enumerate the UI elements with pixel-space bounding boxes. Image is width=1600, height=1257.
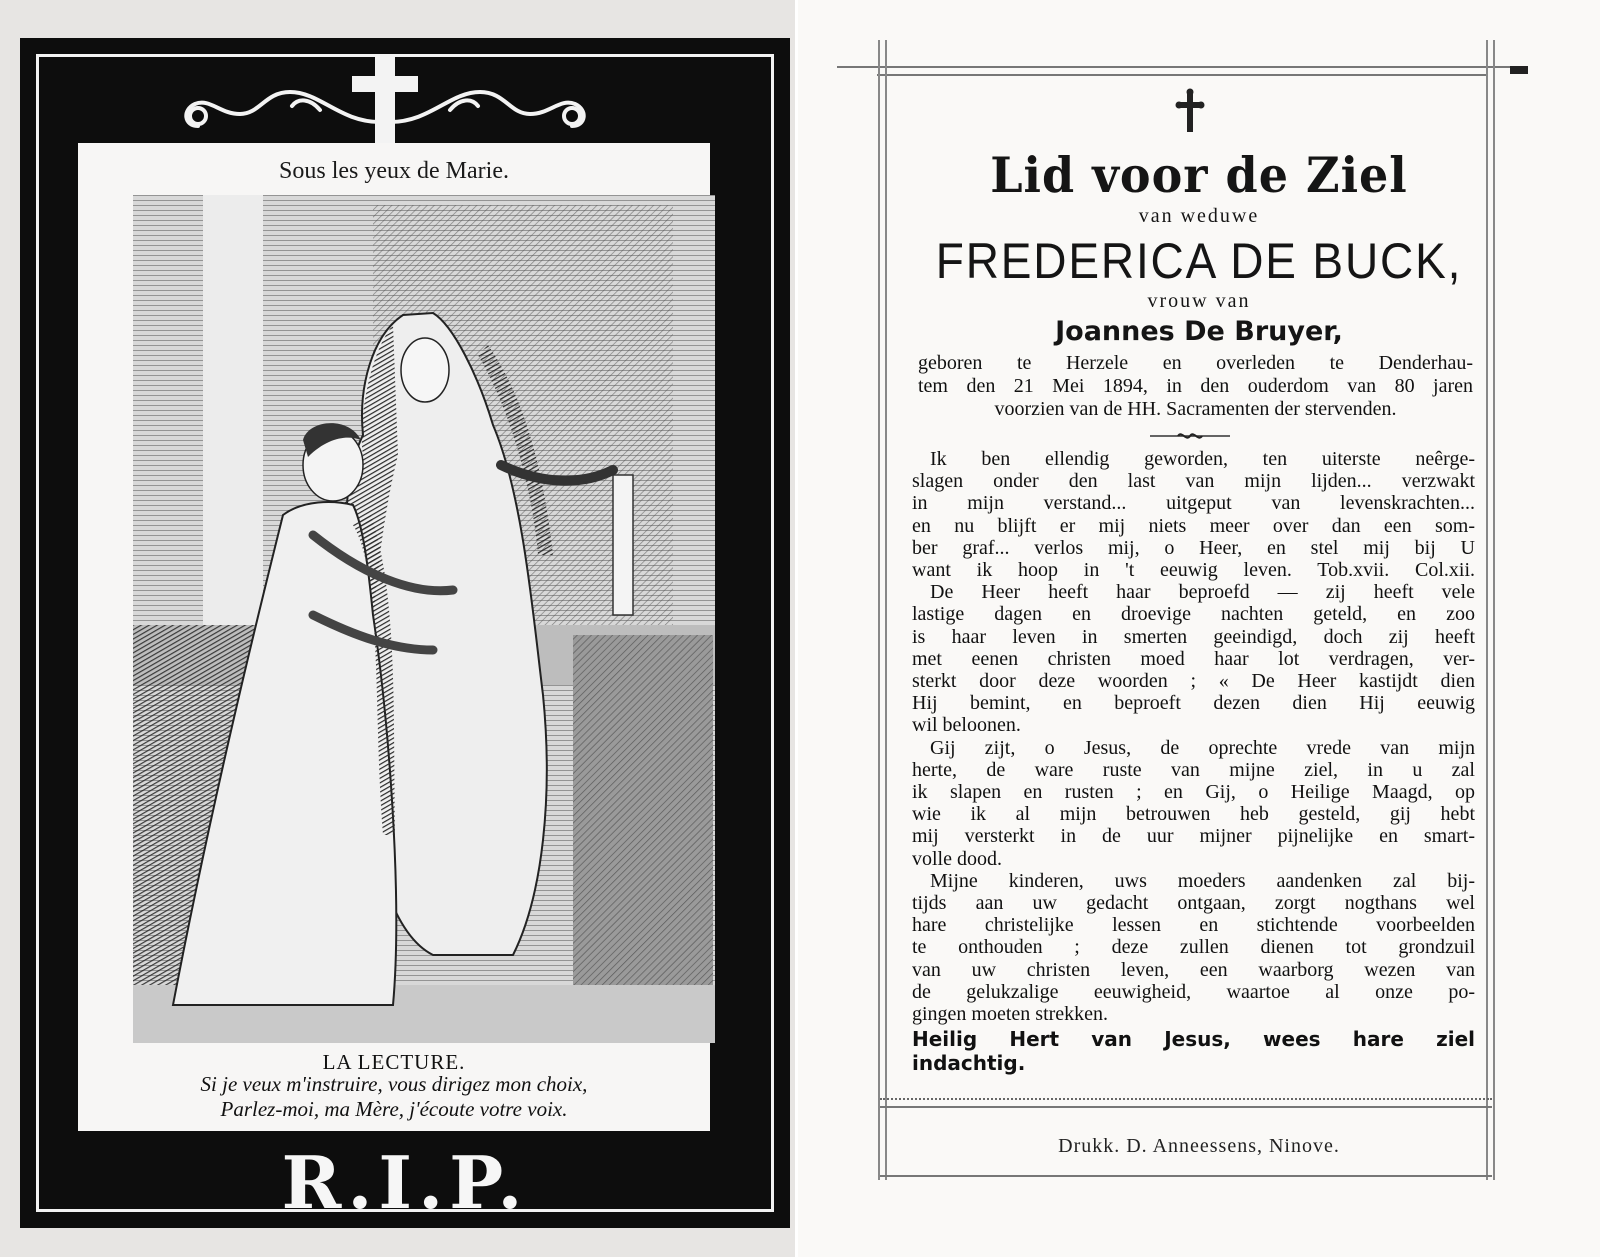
card-heading: Lid voor de Ziel [990, 146, 1408, 204]
picture-title: LA LECTURE. [322, 1050, 466, 1074]
text-line: wie ik al mijn betrouwen heb gesteld, gij hebt [912, 803, 1475, 826]
closing-line: indachtig. [912, 1051, 1026, 1075]
info-line: voorzien van de HH. Sacramenten der stervenden. [994, 398, 1397, 420]
engraving-illustration [133, 195, 715, 1043]
info-line: tem den 21 Mei 1894, in den ouderdom van 80 jaren [918, 375, 1473, 397]
deceased-name: FREDERICA DE BUCK, [935, 233, 1463, 289]
verse-line-2: Parlez-moi, ma Mère, j'écoute votre voix. [220, 1097, 568, 1121]
text-line: wil beloonen. [912, 714, 1021, 737]
van-weduwe-line: van weduwe [1138, 205, 1260, 227]
text-line: van uw christen leven, een waarborg wezen van [912, 958, 1475, 981]
text-line: lastige dagen en droevige nachten geteld, en zoo [912, 603, 1475, 626]
text-line: in mijn verstand... uitgeput van levenskrachten... [912, 492, 1475, 515]
text-line: Hij bemint, en beproeft dezen dien Hij eeuwig [912, 692, 1475, 715]
top-double-rule-inner [877, 74, 1487, 76]
text-line: want ik hoop in 't eeuwig leven. Tob.xvii. Col.xii. [912, 559, 1475, 582]
text-line: slagen onder den last van mijn lijden... verzwakt [912, 470, 1475, 493]
text-line: volle dood. [912, 847, 1002, 870]
text-line: en nu blijft er mij niets meer over dan een som- [912, 514, 1475, 537]
spouse-name: Joannes De Bruyer, [1055, 316, 1343, 347]
closing-invocation [912, 1027, 1475, 1075]
corner-mark [1510, 66, 1528, 74]
text-line: is haar leven in smerten geeindigd, doch zij heeft [912, 625, 1475, 648]
vrouw-van-line: vrouw van [1147, 290, 1251, 312]
text-line: Ik ben ellendig geworden, ten uiterste neêrge- [930, 448, 1475, 470]
info-line: geboren te Herzele en overleden te Denderhau- [918, 352, 1473, 374]
birth-death-info [918, 352, 1473, 421]
picture-caption-top: Sous les yeux de Marie. [279, 158, 509, 184]
text-line: te onthouden ; deze zullen dienen tot grondzuil [912, 936, 1475, 959]
verse-line-1: Si je veux m'instruire, vous dirigez mon choix, [200, 1072, 588, 1096]
text-line: gingen moeten strekken. [912, 1003, 1109, 1026]
top-double-rule [837, 66, 1527, 68]
bottom-rule [880, 1106, 1492, 1108]
left-memorial-card [0, 0, 795, 1257]
bottom-rule-lower [880, 1175, 1492, 1177]
text-line: Mijne kinderen, uws moeders aandenken zal bij- [930, 869, 1475, 892]
text-line: ik slapen en rusten ; en Gij, o Heilige Maagd, op [912, 781, 1475, 804]
printer-imprint: Drukk. D. Anneessens, Ninove. [1058, 1135, 1340, 1157]
rip-inscription: R.I.P. [281, 1140, 529, 1225]
text-line: De Heer heeft haar beproefd — zij heeft vele [930, 581, 1475, 604]
text-line: de gelukzalige eeuwigheid, waartoe al onze po- [912, 980, 1475, 1003]
divider-ornament [1150, 430, 1230, 442]
bottom-dotted-rule [880, 1098, 1492, 1100]
text-line: mij versterkt in de uur mijner pijnelijke en smart- [912, 825, 1475, 848]
small-cross-icon [1175, 88, 1205, 134]
text-line: met eenen christen moed haar lot verdragen, ver- [912, 647, 1475, 670]
text-line: hare christelijke lessen en stichtende voorbeelden [912, 914, 1475, 937]
text-line: Gij zijt, o Jesus, de oprechte vrede van mijn [930, 736, 1475, 759]
cross-scroll-ornament [170, 52, 600, 148]
text-line: ber graf... verlos mij, o Heer, en stel mij bij U [912, 536, 1475, 559]
text-line: tijds aan uw gedacht ontgaan, zorgt nogthans wel [912, 892, 1475, 915]
text-line: sterkt door deze woorden ; « De Heer kastijdt dien [912, 670, 1475, 693]
closing-line: Heilig Hert van Jesus, wees hare ziel [912, 1027, 1475, 1051]
text-line: herte, de ware ruste van mijne ziel, in u zal [912, 758, 1475, 781]
prayer-text [912, 448, 1475, 1025]
